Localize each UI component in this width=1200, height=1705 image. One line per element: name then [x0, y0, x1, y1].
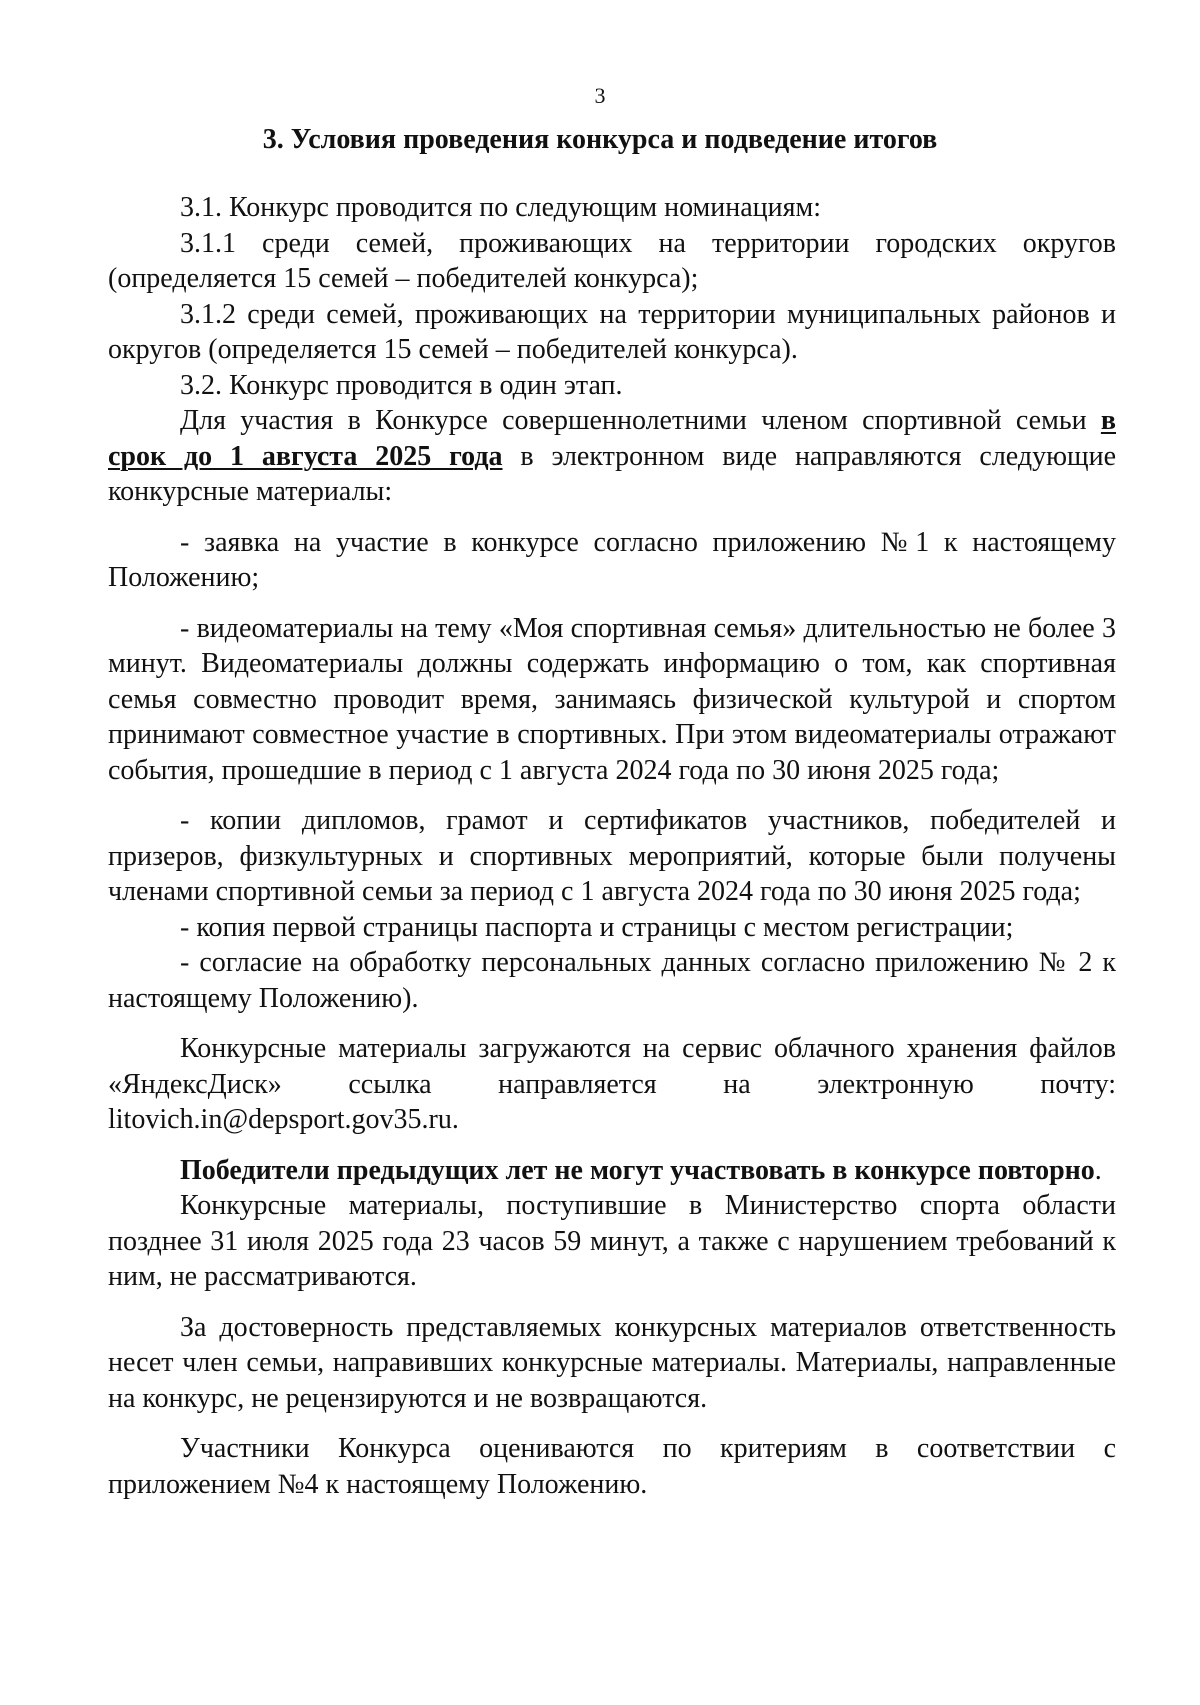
- responsibility-paragraph: За достоверность представляемых конкурсных материалов ответственность несет член семьи, направивших конкурсные материалы. Материалы, направленные на конкурс, не рецензируются и не возвращаются.: [108, 1311, 1116, 1414]
- material-item-diplomas: - копии дипломов, грамот и сертификатов участников, победителей и призеров, физкультурных и спортивных мероприятий, которые были получены членами спортивной семьи за период с 1 августа 2024 года по 30 июня 2025 года;: [108, 805, 1116, 907]
- paragraph-3-2: 3.2. Конкурс проводится в один этап.: [180, 369, 623, 401]
- participation-lead: Для участия в Конкурсе совершеннолетними членом спортивной семьи: [180, 405, 1101, 436]
- deadline-text: в срок до 1 августа 2025 года: [108, 405, 1116, 472]
- paragraph-3-1-2: 3.1.2 среди семей, проживающих на территории муниципальных районов и округов (определяется 15 семей – победителей конкурса).: [108, 298, 1116, 365]
- participation-tail: в электронном виде направляются следующие конкурсные материалы:: [108, 440, 1116, 507]
- evaluation-paragraph: Участники Конкурса оцениваются по критериям в соответствии с приложением №4 к настоящему Положению.: [108, 1433, 1116, 1500]
- late-submission-paragraph: Конкурсные материалы, поступившие в Министерство спорта области позднее 31 июля 2025 года 23 часов 59 минут, а также с нарушением требований к ним, не рассматриваются.: [108, 1190, 1116, 1292]
- material-item-consent: - согласие на обработку персональных данных согласно приложению № 2 к настоящему Положению).: [108, 947, 1116, 1014]
- participation-paragraph: [108, 403, 1116, 510]
- section-title: 3. Условия проведения конкурса и подведение итогов: [262, 124, 938, 155]
- material-item-passport: - копия первой страницы паспорта и страницы с местом регистрации;: [180, 911, 1014, 943]
- winners-notice-paragraph: [108, 1153, 1116, 1189]
- paragraph-3-1-1: 3.1.1 среди семей, проживающих на территории городских округов (определяется 15 семей – победителей конкурса);: [108, 227, 1116, 294]
- upload-paragraph: Конкурсные материалы загружаются на сервис облачного хранения файлов «ЯндексДиск» ссылка направляется на электронную почту: litovich.in@depsport.gov35.ru.: [108, 1033, 1116, 1135]
- material-item-application: - заявка на участие в конкурсе согласно приложению №1 к настоящему Положению;: [108, 526, 1116, 593]
- material-item-video: - видеоматериалы на тему «Моя спортивная семья» длительностью не более 3 минут. Видеоматериалы должны содержать информацию о том, как спортивная семья совместно проводит время, занимаясь физической культурой и спортом принимают совместное участие в спортивных. При этом видеоматериалы отражают события, прошедшие в период с 1 августа 2024 года по 30 июня 2025 года;: [108, 612, 1116, 786]
- winners-notice: Победители предыдущих лет не могут участвовать в конкурсе повторно: [180, 1154, 1095, 1186]
- winners-notice-end: .: [1094, 1154, 1102, 1186]
- page-number: 3: [594, 83, 606, 108]
- document-body: [108, 190, 1116, 1502]
- paragraph-3-1: 3.1. Конкурс проводится по следующим номинациям:: [180, 192, 822, 223]
